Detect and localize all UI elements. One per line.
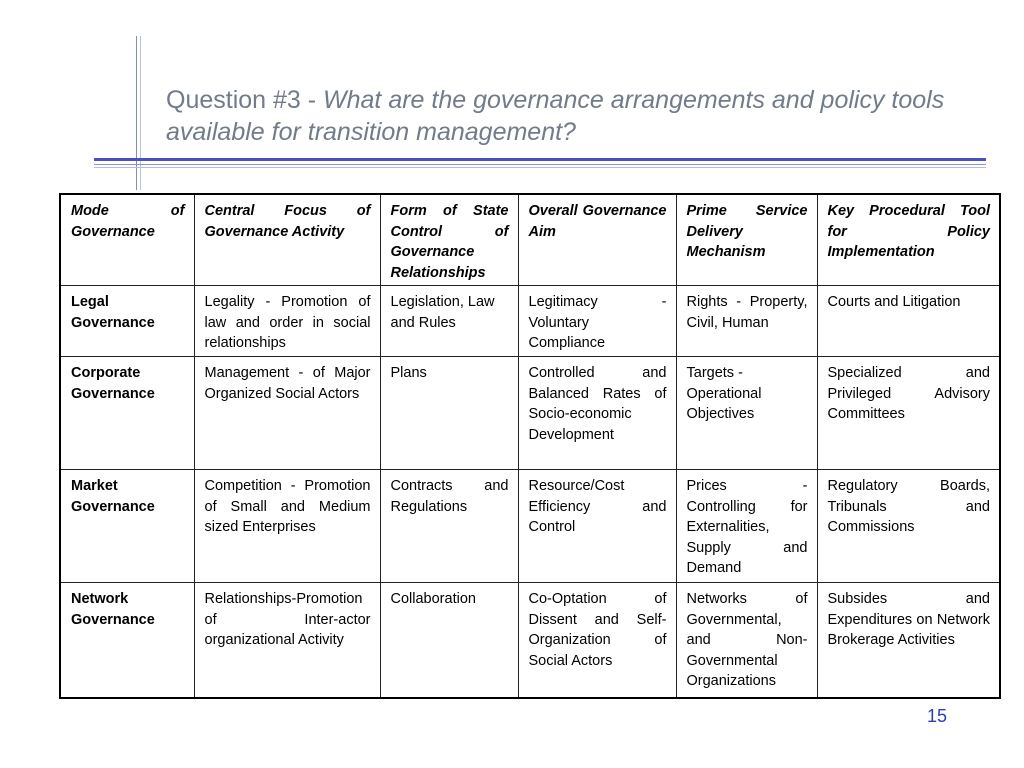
- table-cell: Regulatory Boards, Tribunals and Commissions: [817, 470, 1000, 583]
- title-prefix: Question #3 -: [166, 86, 324, 114]
- table-row: [60, 470, 1000, 583]
- table-cell: Relationships-Promotion of Inter-actor organizational Activity: [194, 583, 380, 698]
- table-cell: Subsides and Expenditures on Network Brokerage Activities: [817, 583, 1000, 698]
- table-cell: Courts and Litigation: [817, 286, 1000, 357]
- mode-cell: Network Governance: [60, 583, 194, 698]
- table-cell: Networks of Governmental, and Non-Governmental Organizations: [676, 583, 817, 698]
- table-header-row: [60, 194, 1000, 286]
- governance-table: [59, 193, 1001, 699]
- title-underline-faint: [94, 167, 986, 168]
- table-row: [60, 286, 1000, 357]
- table-cell: Resource/Cost Efficiency and Control: [518, 470, 676, 583]
- header-mode-of-governance: Mode of Governance: [60, 194, 194, 286]
- table-cell: Collaboration: [380, 583, 518, 698]
- mode-cell: Legal Governance: [60, 286, 194, 357]
- table-cell: Contracts and Regulations: [380, 470, 518, 583]
- slide-title: [166, 84, 986, 148]
- header-prime-service-delivery: Prime Service Delivery Mechanism: [676, 194, 817, 286]
- page-number: 15: [926, 706, 948, 726]
- table-cell: Legality - Promotion of law and order in social relationships: [194, 286, 380, 357]
- table-cell: Co-Optation of Dissent and Self-Organization of Social Actors: [518, 583, 676, 698]
- table-cell: Plans: [380, 357, 518, 470]
- mode-cell: Corporate Governance: [60, 357, 194, 470]
- table-cell: Rights - Property, Civil, Human: [676, 286, 817, 357]
- table-cell: Legitimacy - Voluntary Compliance: [518, 286, 676, 357]
- header-key-procedural-tool: Key Procedural Tool for Policy Implementation: [817, 194, 1000, 286]
- table-cell: Management - of Major Organized Social Actors: [194, 357, 380, 470]
- mode-cell: Market Governance: [60, 470, 194, 583]
- header-form-of-state-control: Form of State Control of Governance Relationships: [380, 194, 518, 286]
- title-underline: [94, 158, 986, 161]
- table-cell: Specialized and Privileged Advisory Committees: [817, 357, 1000, 470]
- table-cell: Legislation, Law and Rules: [380, 286, 518, 357]
- table-row: [60, 583, 1000, 698]
- table-cell: Competition - Promotion of Small and Medium sized Enterprises: [194, 470, 380, 583]
- table-row: [60, 357, 1000, 470]
- title-underline-thin: [94, 164, 986, 165]
- table-cell: Targets - Operational Objectives: [676, 357, 817, 470]
- title-question: What are the governance arrangements and policy tools available for transition management?: [166, 86, 945, 146]
- header-overall-aim: Overall Governance Aim: [518, 194, 676, 286]
- header-central-focus: Central Focus of Governance Activity: [194, 194, 380, 286]
- table-cell: Controlled and Balanced Rates of Socio-economic Development: [518, 357, 676, 470]
- table-cell: Prices - Controlling for Externalities, Supply and Demand: [676, 470, 817, 583]
